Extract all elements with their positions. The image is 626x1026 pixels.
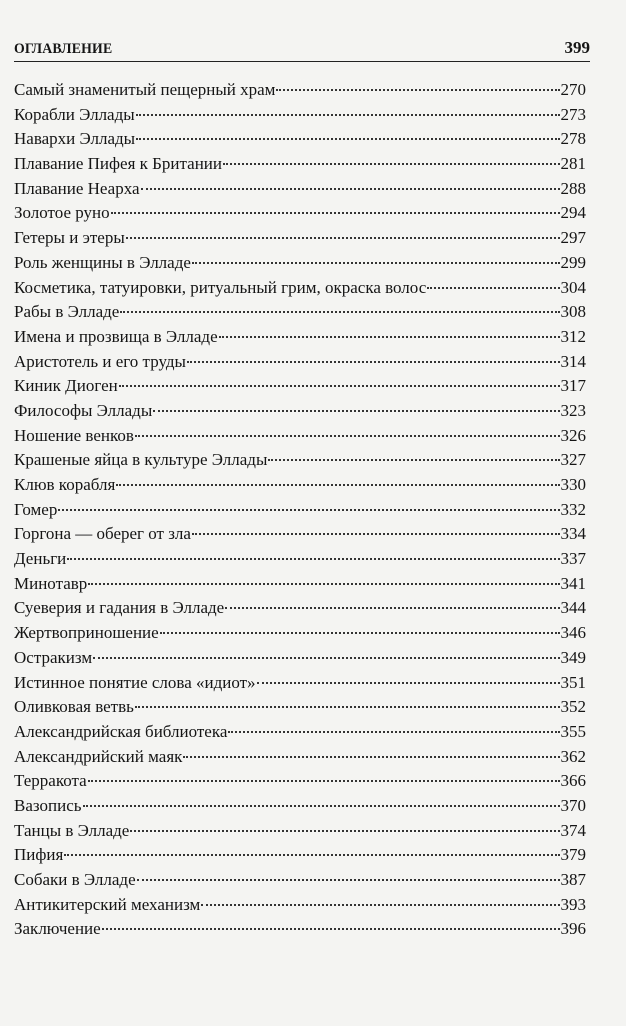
toc-entry-page: 396 [560,919,586,939]
toc-entry-title: Александрийская библиотека [14,721,228,741]
toc-entry [14,819,586,844]
toc-entry [14,350,586,375]
toc-entry-page: 387 [560,870,586,889]
toc-entry-title: Золотое руно [14,203,110,223]
dot-leader [135,706,560,708]
dot-leader [268,459,559,461]
dot-leader [116,484,559,486]
dot-leader [141,188,560,190]
toc-entry-title: Аристотель и его труды [14,351,186,371]
dot-leader [111,212,560,214]
dot-leader [137,879,560,881]
dot-leader [88,780,560,782]
toc-entry-title: Имена и прозвища в Элладе [14,326,218,346]
table-of-contents [14,78,586,942]
toc-entry-title: Косметика, татуировки, ритуальный грим, окраска волос [14,277,427,297]
dot-leader [102,928,560,930]
toc-entry-title: Корабли Эллады [14,104,135,124]
dot-leader [427,287,559,289]
page-number: 399 [564,38,590,57]
dot-leader [136,114,560,116]
toc-entry-page: 281 [560,154,586,174]
toc-entry-page: 344 [560,598,586,618]
toc-entry-page: 341 [560,573,586,593]
toc-entry [14,498,586,523]
toc-entry-title: Ношение венков [14,425,134,445]
toc-entry-page: 270 [560,80,586,99]
dot-leader [187,361,560,363]
toc-entry [14,695,586,720]
toc-entry-title: Оливковая ветвь [14,697,134,717]
toc-entry-title: Самый знаменитый пещерный храм [14,80,276,99]
toc-entry-page: 366 [560,771,586,791]
toc-entry-title: Гомер [14,499,58,519]
toc-entry-page: 273 [560,104,586,124]
toc-entry-page: 334 [560,524,586,544]
toc-entry-title: Жертвоприношение [14,623,159,643]
toc-entry [14,646,586,671]
toc-entry-title: Клюв корабля [14,475,116,494]
dot-leader [67,558,559,560]
toc-entry [14,78,586,103]
toc-entry [14,152,586,177]
toc-entry-page: 327 [560,450,586,470]
toc-entry [14,276,586,301]
toc-entry-page: 370 [560,795,586,815]
dot-leader [192,533,560,535]
dot-leader [219,336,560,338]
toc-entry [14,794,586,819]
toc-entry-title: Терракота [14,771,87,791]
toc-entry-page: 299 [560,252,586,272]
dot-leader [153,410,559,412]
toc-entry [14,671,586,696]
toc-entry [14,127,586,152]
toc-entry-page: 379 [560,845,586,865]
toc-entry [14,399,586,424]
toc-entry-page: 362 [560,746,586,766]
toc-entry-page: 352 [560,697,586,717]
toc-entry [14,448,586,473]
dot-leader [223,163,560,165]
toc-entry-page: 317 [560,376,586,396]
toc-entry-title: Киник Диоген [14,376,118,396]
toc-entry-title: Собаки в Элладе [14,870,136,889]
toc-entry-page: 312 [560,326,586,346]
toc-entry-page: 304 [560,277,586,297]
toc-entry-page: 393 [560,894,586,914]
toc-entry-title: Остракизм [14,647,93,667]
toc-entry-page: 346 [560,623,586,643]
toc-entry-page: 294 [560,203,586,223]
dot-leader [160,632,560,634]
dot-leader [136,138,559,140]
dot-leader [228,731,559,733]
toc-entry-page: 297 [560,228,586,248]
toc-entry [14,103,586,128]
toc-entry-title: Навархи Эллады [14,129,136,149]
toc-entry-title: Александрийский маяк [14,746,183,766]
toc-entry-title: Плавание Неарха [14,178,140,198]
toc-entry-title: Гетеры и этеры [14,228,125,248]
running-header [14,38,590,62]
toc-entry-page: 326 [560,425,586,445]
toc-entry [14,251,586,276]
toc-entry-page: 314 [560,351,586,371]
toc-entry [14,547,586,572]
toc-entry-page: 308 [560,302,586,322]
toc-entry [14,745,586,770]
dot-leader [88,583,559,585]
toc-entry [14,769,586,794]
dot-leader [225,607,559,609]
toc-entry [14,374,586,399]
toc-entry [14,843,586,868]
toc-entry-page: 349 [560,647,586,667]
toc-entry-title: Плавание Пифея к Британии [14,154,222,174]
toc-entry-page: 332 [560,499,586,519]
toc-entry-title: Пифия [14,845,64,865]
toc-entry-page: 278 [560,129,586,149]
toc-entry [14,893,586,918]
toc-entry [14,424,586,449]
dot-leader [201,904,559,906]
toc-entry [14,325,586,350]
toc-entry-page: 337 [560,549,586,569]
toc-entry-title: Философы Эллады [14,400,153,420]
toc-entry-title: Суеверия и гадания в Элладе [14,598,225,618]
dot-leader [135,435,560,437]
dot-leader [119,385,560,387]
toc-entry-page: 351 [560,672,586,692]
toc-entry-title: Горгона — оберег от зла [14,524,191,544]
toc-entry [14,572,586,597]
toc-entry-title: Минотавр [14,573,88,593]
toc-entry-title: Заключение [14,919,101,939]
dot-leader [93,657,559,659]
toc-entry-page: 374 [560,820,586,840]
dot-leader [183,756,559,758]
toc-entry [14,201,586,226]
toc-entry-title: Вазопись [14,795,82,815]
dot-leader [276,89,559,91]
toc-entry-title: Истинное понятие слова «идиот» [14,672,256,692]
toc-entry [14,917,586,942]
toc-entry [14,868,586,893]
dot-leader [192,262,560,264]
toc-entry-title: Крашеные яйца в культуре Эллады [14,450,268,470]
dot-leader [83,805,560,807]
toc-entry [14,522,586,547]
dot-leader [126,237,560,239]
toc-entry-page: 355 [560,721,586,741]
toc-entry-title: Рабы в Элладе [14,302,120,322]
toc-entry-page: 288 [560,178,586,198]
section-title: ОГЛАВЛЕНИЕ [14,41,113,57]
toc-entry-page: 330 [560,475,586,494]
toc-entry-title: Танцы в Элладе [14,820,130,840]
toc-entry-title: Деньги [14,549,67,569]
toc-entry [14,177,586,202]
dot-leader [58,509,559,511]
toc-entry [14,300,586,325]
dot-leader [120,311,559,313]
toc-entry [14,473,586,498]
toc-entry [14,621,586,646]
dot-leader [64,854,559,856]
toc-entry [14,720,586,745]
toc-entry-page: 323 [560,400,586,420]
toc-entry-title: Роль женщины в Элладе [14,252,191,272]
toc-entry [14,596,586,621]
dot-leader [257,682,560,684]
dot-leader [130,830,559,832]
toc-entry [14,226,586,251]
toc-entry-title: Антикитерский механизм [14,894,201,914]
